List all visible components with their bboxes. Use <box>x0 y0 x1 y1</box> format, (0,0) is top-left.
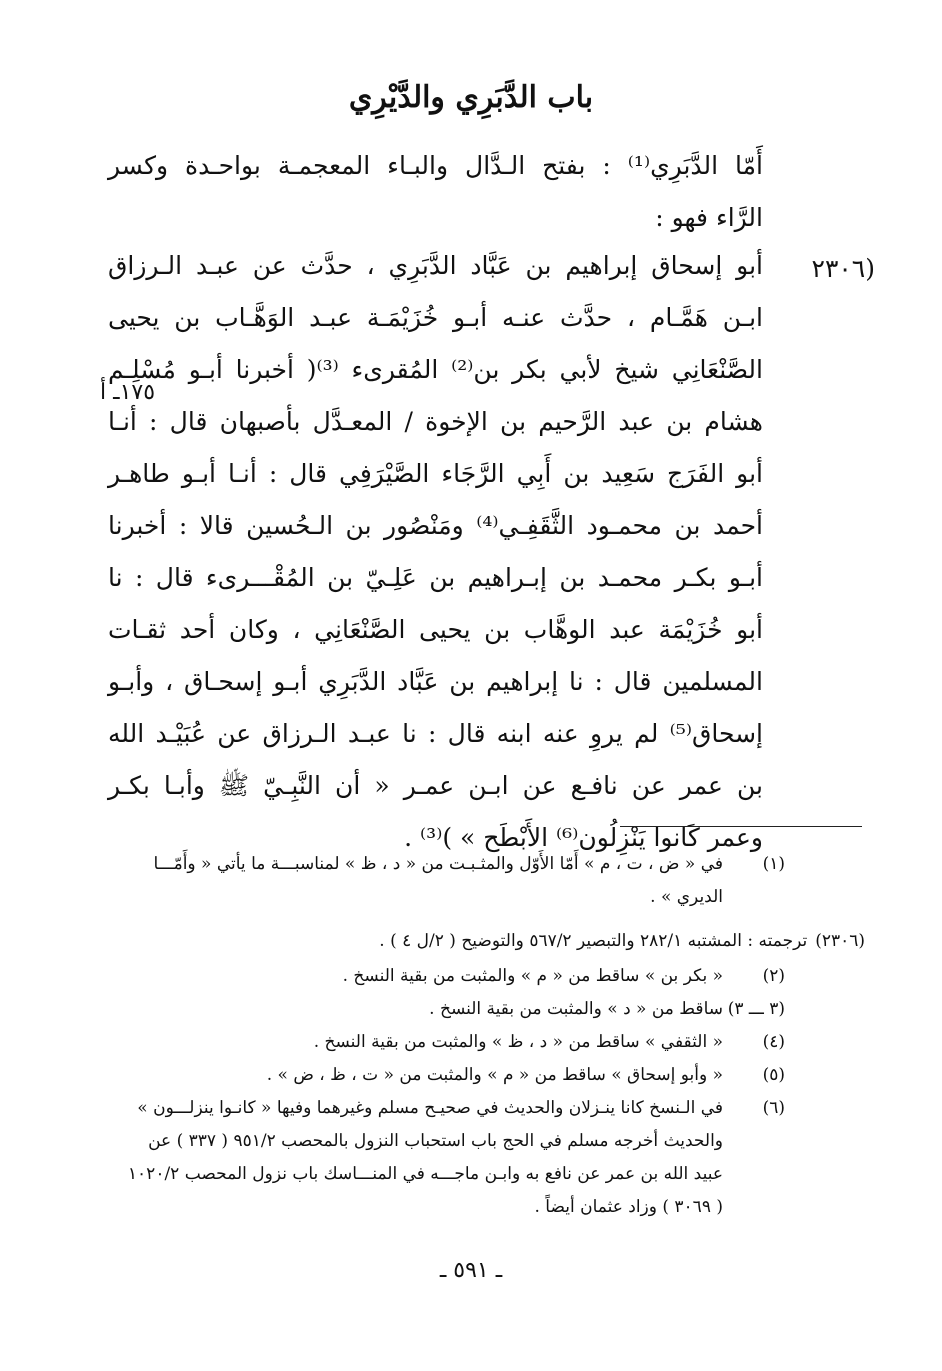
footnote <box>120 960 785 993</box>
footnote-1-block <box>120 848 785 914</box>
entry-line: أبو إسحاق إبراهيم بن عَبَّاد الدَّبَرِي ، حدَّث عن عبـد الـرزاق <box>108 251 763 280</box>
biography-entry <box>108 240 763 864</box>
entry-line: أبـو بكـر محمـد بن إبـراهيم بن عَلِـيّ بن المُقْـــرىء قال : نا <box>108 563 763 592</box>
footnote <box>120 1092 785 1224</box>
entry-line: ابـن هَمَّـام ، حدَّث عنـه أبـو خُزَيْمَـة عبـد الوَهَّـاب بن يحيى <box>108 303 763 332</box>
page-number: ـ ٥٩١ ـ <box>439 1258 503 1283</box>
footnote-number: (٤) <box>762 1032 785 1052</box>
intro-paragraph <box>108 140 763 244</box>
footnote <box>120 1026 785 1059</box>
footnote-text: « وأبو إسحاق » ساقط من « م » والمثبت من « ت ، ظ ، ض » . <box>266 1065 723 1085</box>
footnote <box>120 848 785 914</box>
footnote-number: (٢) <box>762 966 785 986</box>
footnote-number: (٥) <box>762 1065 785 1085</box>
footnote-text: في « ض ، ت ، م » أَمّا الأَوّل والمثـبـت من « د ، ظ » لمناسبـــة ما يأتي « وأَمّـــا الديري » . <box>153 854 723 907</box>
footnote-number: (٣ ـــ ٣) <box>727 999 785 1019</box>
entry-line: المسلمين قال : نا إبراهيم بن عَبَّاد الدَّبَرِي أبـو إسحـاق ، وأبـو <box>108 667 763 696</box>
chapter-title: باب الدَّبَرِي والدَّيْرِي <box>348 80 594 115</box>
entry-line: أبو الفَرَج سَعِيد بن أَبِي الرَّجَاء الصَّيْرَفِي قال : أنـا أبـو طاهـر <box>108 459 763 488</box>
translation-note <box>120 925 865 958</box>
footnote <box>120 993 785 1026</box>
entry-line: أحمد بن محمـود الثَّقَفِـي⁽⁴⁾ ومَنْصُور بن الـحُسين قالا : أخبرنا <box>108 511 763 540</box>
footnote-text: في الـنسخ كانا ينـزلان والحديث في صحيـح مسلم وغيرهما وفيها « كانـوا ينزلـــون » والحديث أخرجه مسلم في الحج باب استحباب النزول بالمحصب ٩٥١/٢ ( ٣٣٧ ) عن عبيد الله بن عمر عن نافع به وابـن ماجـــه في المنـــاسك باب نزول المحصب ١٠٢٠/٢ ( ٣٠٦٩ ) وزاد عثمان أيضاً . <box>127 1098 723 1217</box>
entry-line: بن عمر عن نافـع عن ابـن عمـر « أن النَّبِـيّ ﷺ وأبـا بكـر <box>108 771 763 800</box>
entry-line: أبو خُزَيْمَة عبد الوهَّاب بن يحيى الصَّنْعَانِي ، وكان أحد ثقـات <box>108 615 763 644</box>
translation-note-text: ترجمته : المشتبه ٢٨٢/١ والتبصير ٥٦٧/٢ والتوضيح ( ٢/ل ٤ ) . <box>379 931 808 951</box>
intro-line: الرَّاء فهو : <box>655 203 763 232</box>
footnotes-list <box>120 960 785 1224</box>
footnote <box>120 1059 785 1092</box>
entry-line: وعمر كَانوا يَنْزِلُون⁽⁶⁾ الأَبْطَح » )⁽³⁾ . <box>404 823 763 852</box>
intro-line: أَمّا الدَّبَرِي⁽¹⁾ : بفتح الـدَّال والبـاء المعجمـة بواحـدة وكسر <box>108 151 764 180</box>
manuscript-folio-marker: ١٧٥ـ أ <box>100 380 156 405</box>
entry-line: الصَّنْعَانِي شيخ لأبي بكر بن⁽²⁾ المُقرىء ⁽³⁾( أخبرنا أبـو مُسْلِـم <box>108 355 763 384</box>
footnote-number: (٦) <box>762 1098 785 1118</box>
entry-line: هشام بن عبد الرَّحيم بن الإخوة / المعـدَّل بأصبهان قال : أنـا <box>108 407 763 436</box>
entry-line: إسحاق⁽⁵⁾ لم يروِ عنه ابنه قال : نا عبـد الـرزاق عن عُبَيْـد الله <box>108 719 763 748</box>
footnote-text: ساقط من « د » والمثبت من بقية النسخ . <box>429 999 723 1019</box>
footnote-text: « الثقفي » ساقط من « د ، ظ » والمثبت من بقية النسخ . <box>313 1032 723 1052</box>
footnote-number: (١) <box>762 854 785 874</box>
footnote-separator <box>620 826 862 827</box>
entry-number: (٢٣٠٦ <box>811 254 875 283</box>
footnote-text: « بكر بن » ساقط من « م » والمثبت من بقية النسخ . <box>342 966 723 986</box>
translation-note-number: (٢٣٠٦) <box>815 931 865 951</box>
